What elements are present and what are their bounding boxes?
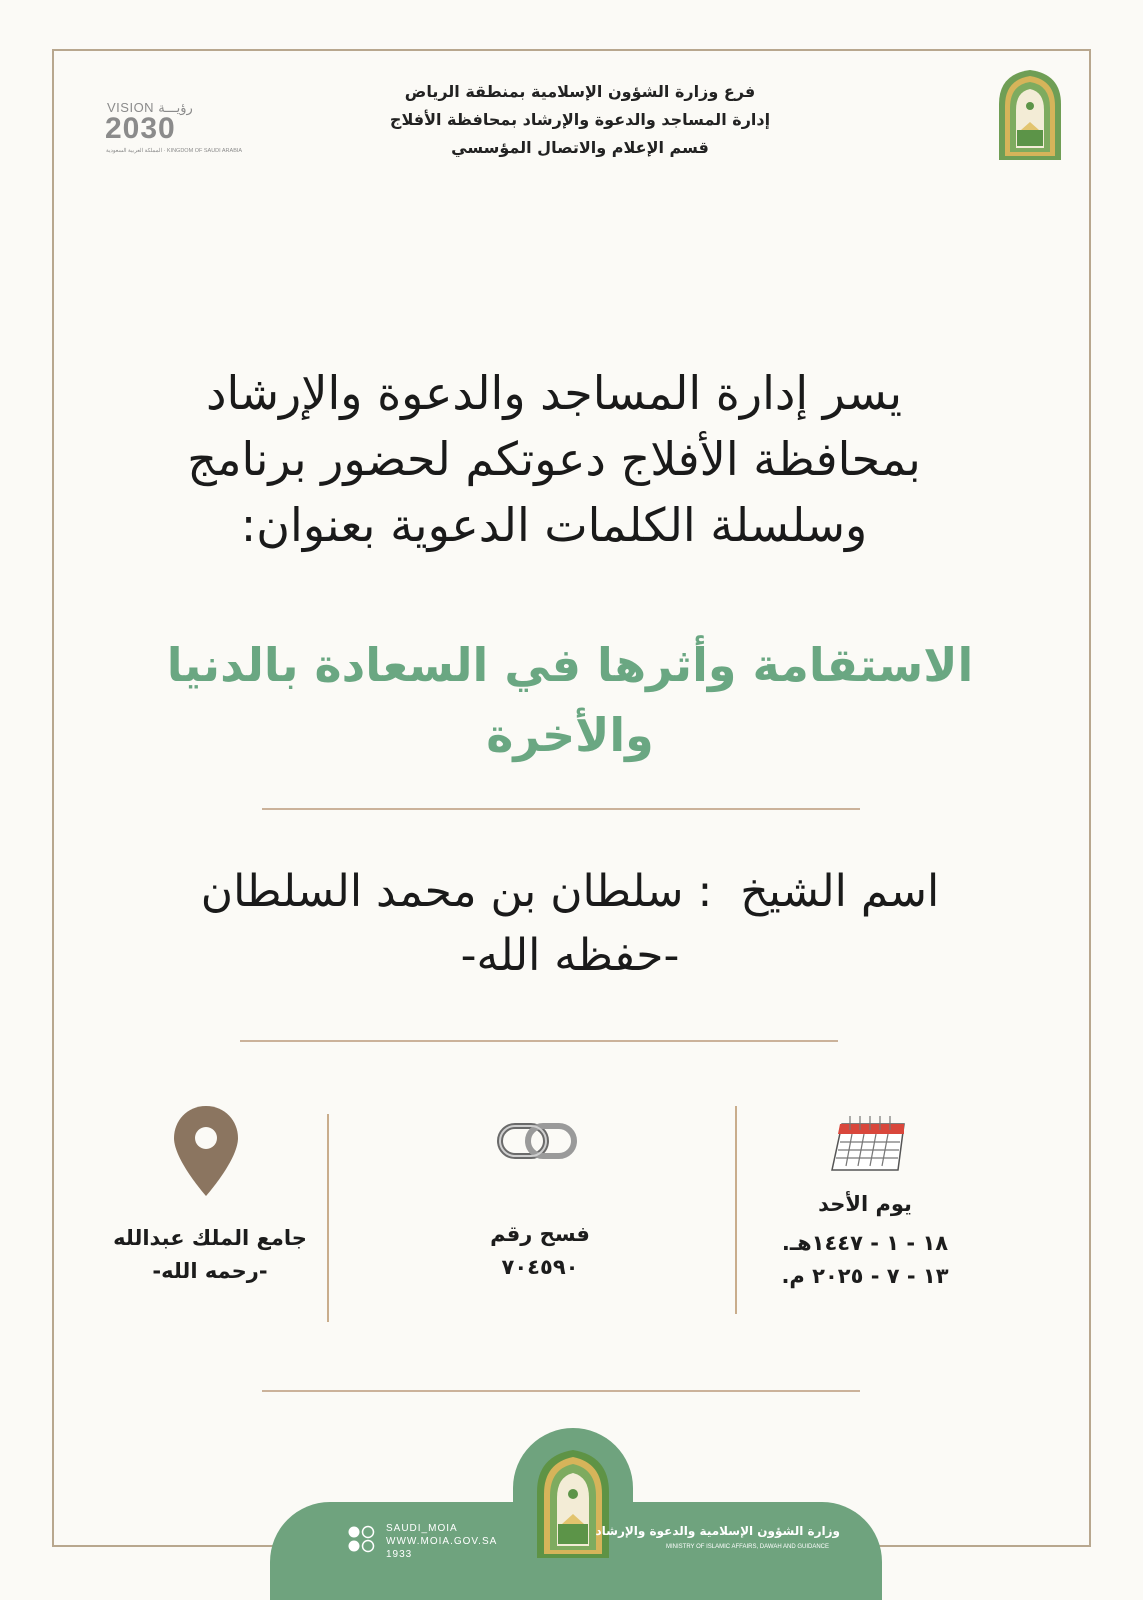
calendar-icon: [826, 1110, 908, 1174]
date-gregorian: ١٣ - ٧ - ٢٠٢٥ م.: [781, 1264, 949, 1288]
location-pin-icon: [172, 1104, 240, 1198]
footer-year: 1933: [386, 1549, 413, 1560]
topic-line-2: والأخرة: [486, 708, 654, 762]
location-mosque: جامع الملك عبدالله: [113, 1226, 307, 1250]
date-info: [760, 1188, 970, 1293]
permit-number: ٧٠٤٥٩٠: [501, 1255, 579, 1279]
divider-rule-3: [262, 1390, 860, 1392]
sheikh-honorific: -حفظه الله-: [460, 930, 680, 981]
snapchat-icon: [363, 1541, 374, 1552]
twitter-icon: [349, 1527, 360, 1538]
sheikh-name: اسم الشيخ : سلطان بن محمد السلطان: [200, 866, 940, 917]
date-day: يوم الأحد: [818, 1192, 912, 1216]
vision-logo-subtitle: المملكة العربية السعودية · KINGDOM OF SAUDI ARABIA: [106, 148, 243, 154]
lecture-topic-title: [150, 630, 990, 770]
date-hijri: ١٨ - ١ - ١٤٤٧هـ.: [781, 1231, 949, 1255]
intro-line-3: وسلسلة الكلمات الدعوية بعنوان:: [240, 498, 868, 552]
instagram-icon: [363, 1527, 374, 1538]
intro-line-1: يسر إدارة المساجد والدعوة والإرشاد: [205, 366, 903, 420]
topic-line-1: الاستقامة وأثرها في السعادة بالدنيا: [166, 638, 974, 692]
footer-ministry-ar: وزارة الشؤون الإسلامية والدعوة والإرشاد: [595, 1524, 840, 1538]
vision-logo-number: 2030: [105, 112, 176, 145]
footer-ministry-en: MINISTRY OF ISLAMIC AFFAIRS, DAWAH AND GUIDANCE: [665, 1544, 830, 1550]
divider-rule-2: [240, 1040, 838, 1042]
vision-2030-logo: [105, 100, 243, 164]
column-divider-right: [735, 1106, 737, 1314]
divider-rule-1: [262, 808, 860, 810]
vision-logo-top: VISION رؤيـــة: [107, 100, 193, 115]
header-line-branch: فرع وزارة الشؤون الإسلامية بمنطقة الرياض: [404, 82, 756, 101]
social-icons-group: [346, 1524, 376, 1554]
header-line-department: إدارة المساجد والدعوة والإرشاد بمحافظة الأفلاج: [389, 110, 771, 129]
footer-moia-emblem-icon: [533, 1448, 613, 1560]
footer-website[interactable]: WWW.MOIA.GOV.SA: [386, 1536, 498, 1547]
header-line-section: قسم الإعلام والاتصال المؤسسي: [451, 138, 709, 157]
permit-label: فسح رقم: [490, 1222, 590, 1246]
header-organization-lines: [360, 78, 800, 162]
sheikh-name-block: [170, 860, 970, 988]
column-divider-left: [327, 1114, 329, 1322]
footer-ministry-name: [595, 1524, 840, 1550]
invitation-intro: [120, 360, 988, 558]
location-info: [110, 1222, 310, 1288]
intro-line-2: بمحافظة الأفلاج دعوتكم لحضور برنامج: [187, 432, 921, 486]
page-border-frame: [52, 49, 1091, 1547]
facebook-icon: [349, 1541, 360, 1552]
permit-info: [440, 1218, 640, 1284]
footer-handle: SAUDI_MOIA: [386, 1523, 458, 1534]
chain-link-icon: [496, 1120, 578, 1162]
moia-emblem-icon: [995, 68, 1065, 162]
location-suffix: -رحمه الله-: [152, 1259, 268, 1283]
